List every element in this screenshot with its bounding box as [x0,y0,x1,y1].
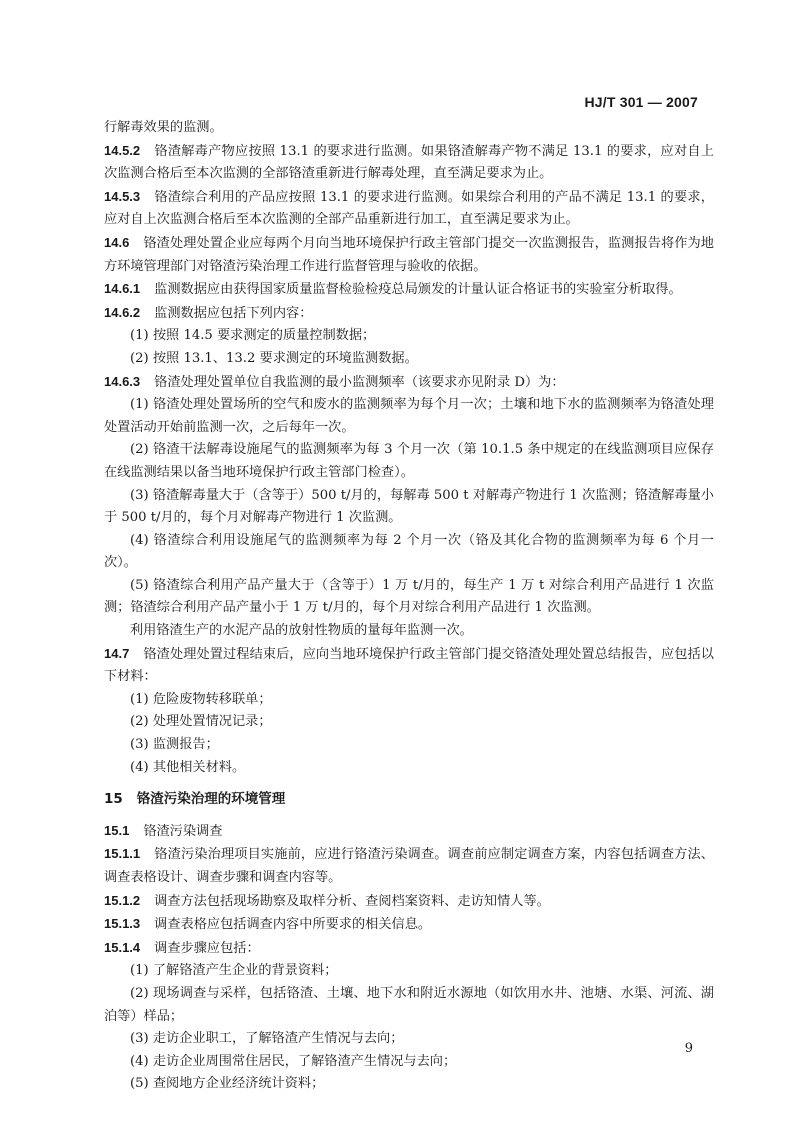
clause-text: 调查表格应包括调查内容中所要求的相关信息。 [154,917,432,933]
indented-paragraph: (3) 铬渣解毒量大于（含等于）500 t/月的，每解毒 500 t 对解毒产物进行 1 次监测；铬渣解毒量小于 500 t/月的，每个月对解毒产物进行 1 次监测。 [104,487,714,526]
clause-paragraph [104,820,714,844]
clause-number: 15.1.2 [104,892,141,908]
indented-paragraph: (2) 现场调查与采样，包括铬渣、土壤、地下水和附近水源地（如饮用水井、池塘、水渠、河流、湖泊等）样品； [104,985,714,1024]
list-item: (1) 了解铬渣产生企业的背景资料； [130,963,338,979]
clause-number: 14.6.2 [104,304,141,320]
clause-paragraph [104,890,714,914]
section-heading [104,788,714,811]
clause-number: 14.6.1 [104,281,141,297]
clause-text: 铬渣处理处置单位自我监测的最小监测频率（该要求亦见附录 D）为： [154,374,565,390]
continued-paragraph: 行解毒效果的监测。 [104,120,223,135]
clause-text: 铬渣处理处置企业应每两个月向当地环境保护行政主管部门提交一次监测报告，监测报告将作为地方环境管理部门对铬渣污染治理工作进行监督管理与验收的依据。 [104,235,714,274]
indented-paragraph: (4) 铬渣综合利用设施尾气的监测频率为每 2 个月一次（铬及其化合物的监测频率为每 6 个月一次）。 [104,532,714,571]
clause-number: 15.1.3 [104,916,141,932]
list-item: (3) 走访企业职工，了解铬渣产生情况与去向； [130,1031,404,1047]
list-item: (4) 走访企业周围常住居民，了解铬渣产生情况与去向； [130,1053,457,1069]
clause-paragraph [104,913,714,937]
clause-paragraph [104,232,714,278]
clause-paragraph [104,302,714,326]
clause-number: 14.5.3 [104,188,141,204]
list-item: (1) 危险废物转移联单； [130,691,272,707]
clause-text: 铬渣污染治理项目实施前，应进行铬渣污染调查。调查前应制定调查方案，内容包括调查方法、调查表格设计、调查步骤和调查内容等。 [104,847,714,885]
clause-text: 铬渣综合利用的产品应按照 13.1 的要求进行监测。如果综合利用的产品不满足 13.1 的要求，应对自上次监测合格后至本次监测的全部产品重新进行加工，直至满足要求为止。 [104,189,714,228]
clause-number: 14.6 [104,234,130,250]
clause-number: 15.1 [104,822,130,838]
list-item: (5) 查阅地方企业经济统计资料； [130,1076,325,1092]
section-title: 铬渣污染治理的环境管理 [136,791,286,808]
clause-text: 铬渣解毒产物应按照 13.1 的要求进行监测。如果铬渣解毒产物不满足 13.1 的要求，应对自上次监测合格后至本次监测的全部铬渣重新进行解毒处理，直至满足要求为止。 [104,143,714,182]
clause-number: 15.1.4 [104,939,141,955]
list-item: (2) 处理处置情况记录； [130,714,272,730]
clause-text: 调查步骤应包括： [154,940,260,956]
indented-paragraph: 利用铬渣生产的水泥产品的放射性物质的量每年监测一次。 [130,623,473,639]
list-item: (4) 其他相关材料。 [130,759,246,775]
clause-text: 监测数据应包括下列内容： [154,305,313,321]
list-item: (2) 按照 13.1、13.2 要求测定的环境监测数据。 [130,350,418,366]
clause-text: 调查方法包括现场勘察及取样分析、查阅档案资料、走访知情人等。 [154,893,550,909]
clause-paragraph [104,937,714,961]
clause-paragraph [104,140,714,186]
page-number: 9 [684,1041,693,1056]
indented-paragraph: (1) 铬渣处理处置场所的空气和废水的监测频率为每个月一次；土壤和地下水的监测频率为铬渣处理处置活动开始前监测一次，之后每年一次。 [104,397,714,435]
standard-code: HJ/T 301 — 2007 [584,94,698,110]
indented-paragraph: (2) 铬渣干法解毒设施尾气的监测频率为每 3 个月一次（第 10.1.5 条中规定的在线监测项目应保存在线监测结果以备当地环境保护行政主管部门检查）。 [104,442,714,480]
clause-paragraph [104,371,714,395]
list-item: (1) 按照 14.5 要求测定的质量控制数据； [130,328,376,344]
clause-paragraph [104,843,714,889]
clause-text: 监测数据应由获得国家质量监督检验检疫总局颁发的计量认证合格证书的实验室分析取得。 [154,282,682,298]
clause-number: 14.5.2 [104,142,141,158]
document-body [104,117,714,1096]
clause-number: 14.6.3 [104,373,141,389]
clause-number: 14.7 [104,645,130,661]
list-item: (3) 监测报告； [130,737,219,753]
clause-text: 铬渣处理处置过程结束后，应向当地环境保护行政主管部门提交铬渣处理处置总结报告，应包括以下材料： [104,646,714,685]
section-number: 15 [104,791,123,808]
clause-paragraph [104,278,714,302]
clause-number: 15.1.1 [104,846,141,862]
clause-paragraph [104,643,714,689]
clause-paragraph [104,186,714,232]
indented-paragraph: (5) 铬渣综合利用产品产量大于（含等于）1 万 t/月的，每生产 1 万 t 对综合利用产品进行 1 次监测；铬渣综合利用产品产量小于 1 万 t/月的，每个月对综合利用产品进行 1 次监测。 [104,577,714,616]
clause-text: 铬渣污染调查 [143,823,223,839]
